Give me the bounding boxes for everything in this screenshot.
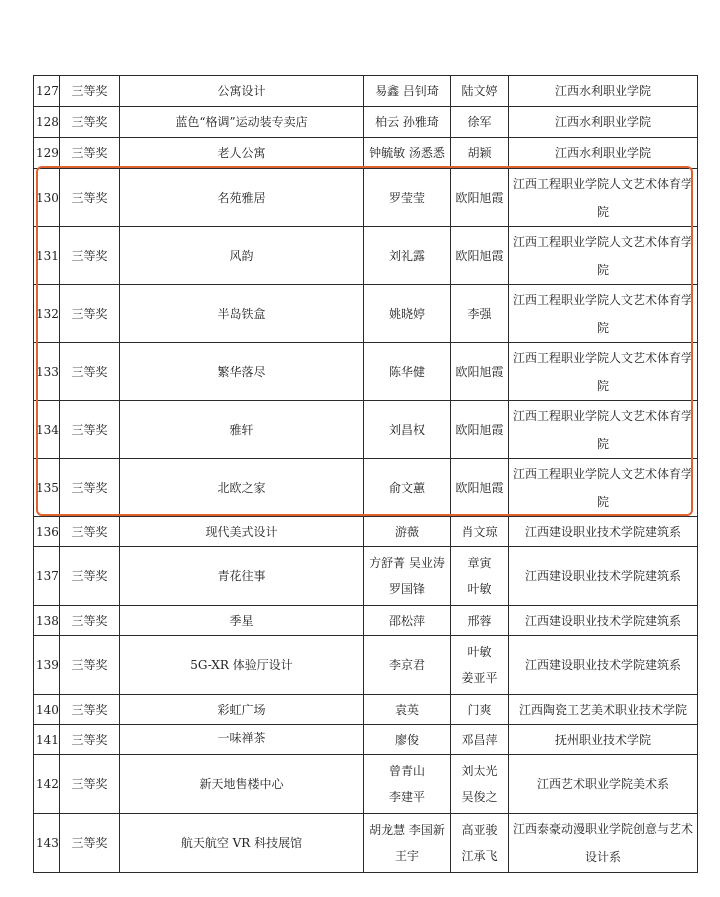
school-name: 江西陶瓷工艺美术职业技术学院 (509, 695, 698, 725)
authors (364, 343, 451, 401)
authors-line: 王宇 (394, 849, 419, 863)
instructors (451, 401, 509, 459)
instructors-line: 章寅 (467, 556, 492, 570)
instructors (451, 755, 509, 814)
instructors-line: 刘太光 (461, 764, 498, 778)
row-number: 143 (34, 814, 60, 873)
authors-line: 曾青山 (388, 764, 425, 778)
award-level: 三等奖 (60, 636, 120, 695)
authors-line: 俞文蕙 (388, 480, 425, 495)
row-number: 141 (34, 725, 60, 755)
instructors (451, 547, 509, 606)
work-title: 风韵 (120, 227, 364, 285)
instructors-line: 徐军 (467, 115, 492, 129)
authors-line: 廖俊 (394, 732, 419, 747)
row-number: 135 (34, 459, 60, 517)
table-row (34, 169, 698, 227)
authors-line: 易鑫 吕钊琦 (375, 84, 439, 98)
authors-line: 邵松萍 (388, 613, 425, 628)
authors-line: 柏云 孙雅琦 (375, 115, 439, 129)
award-level: 三等奖 (60, 285, 120, 343)
authors-line: 罗国锋 (388, 582, 425, 596)
table-row (34, 107, 698, 138)
authors-line: 刘礼露 (388, 248, 425, 263)
authors (364, 107, 451, 138)
work-title: 现代美式设计 (120, 517, 364, 547)
authors (364, 547, 451, 606)
instructors (451, 227, 509, 285)
row-number: 137 (34, 547, 60, 606)
authors-line: 陈华健 (388, 364, 425, 379)
instructors (451, 814, 509, 873)
award-level: 三等奖 (60, 169, 120, 227)
table-row (34, 285, 698, 343)
instructors-line: 叶敏 (467, 582, 492, 596)
instructors-line: 姜亚平 (461, 671, 498, 685)
table-row (34, 138, 698, 169)
instructors-line: 李强 (467, 306, 492, 321)
row-number: 129 (34, 138, 60, 169)
authors (364, 636, 451, 695)
award-level: 三等奖 (60, 606, 120, 636)
authors-line: 方舒菁 吴业涛 (369, 556, 445, 570)
school-name: 江西建设职业技术学院建筑系 (509, 606, 698, 636)
school-name: 江西工程职业学院人文艺术体育学院 (509, 343, 698, 401)
award-level: 三等奖 (60, 227, 120, 285)
instructors (451, 606, 509, 636)
work-title: 公寓设计 (120, 76, 364, 107)
authors-line: 游薇 (394, 524, 419, 539)
instructors-line: 欧阳旭霞 (455, 480, 504, 495)
row-number: 133 (34, 343, 60, 401)
row-number: 131 (34, 227, 60, 285)
work-title: 半岛铁盒 (120, 285, 364, 343)
table-row (34, 547, 698, 606)
authors-line: 胡龙慧 李国新 (369, 823, 445, 837)
work-title: 一味禅茶 (120, 725, 364, 755)
instructors (451, 285, 509, 343)
work-title: 繁华落尽 (120, 343, 364, 401)
authors (364, 76, 451, 107)
instructors (451, 459, 509, 517)
instructors-line: 邢蓉 (467, 613, 492, 628)
authors (364, 138, 451, 169)
instructors-line: 欧阳旭霞 (455, 364, 504, 379)
row-number: 128 (34, 107, 60, 138)
school-name: 江西水利职业学院 (509, 107, 698, 138)
row-number: 136 (34, 517, 60, 547)
school-name: 江西建设职业技术学院建筑系 (509, 517, 698, 547)
instructors-line: 门爽 (467, 702, 492, 717)
award-level: 三等奖 (60, 547, 120, 606)
table-row (34, 517, 698, 547)
table-row (34, 814, 698, 873)
award-level: 三等奖 (60, 459, 120, 517)
work-title: 青花往事 (120, 547, 364, 606)
instructors (451, 76, 509, 107)
table-row (34, 227, 698, 285)
work-title: 5G-XR 体验厅设计 (120, 636, 364, 695)
authors (364, 227, 451, 285)
award-level: 三等奖 (60, 725, 120, 755)
instructors (451, 695, 509, 725)
authors-line: 袁英 (394, 702, 419, 717)
instructors-line: 高亚骏 (461, 823, 498, 837)
table-row (34, 76, 698, 107)
row-number: 134 (34, 401, 60, 459)
table-row (34, 755, 698, 814)
table-row (34, 459, 698, 517)
table-row (34, 606, 698, 636)
instructors-line: 吴俊之 (461, 790, 498, 804)
school-name: 江西建设职业技术学院建筑系 (509, 636, 698, 695)
school-name: 江西泰豪动漫职业学院创意与艺术设计系 (509, 814, 698, 873)
work-title: 航天航空 VR 科技展馆 (120, 814, 364, 873)
award-level: 三等奖 (60, 695, 120, 725)
instructors (451, 636, 509, 695)
work-title: 蓝色“格调”运动装专卖店 (120, 107, 364, 138)
instructors (451, 107, 509, 138)
work-title: 彩虹广场 (120, 695, 364, 725)
row-number: 139 (34, 636, 60, 695)
instructors-line: 欧阳旭霞 (455, 422, 504, 437)
row-number: 132 (34, 285, 60, 343)
instructors-line: 肖文琼 (461, 524, 498, 539)
instructors (451, 517, 509, 547)
award-level: 三等奖 (60, 814, 120, 873)
authors (364, 285, 451, 343)
award-level: 三等奖 (60, 138, 120, 169)
authors-line: 李京君 (388, 658, 425, 672)
school-name: 江西艺术职业学院美术系 (509, 755, 698, 814)
school-name: 江西工程职业学院人文艺术体育学院 (509, 227, 698, 285)
work-title: 北欧之家 (120, 459, 364, 517)
award-level: 三等奖 (60, 755, 120, 814)
awards-table-body (34, 76, 698, 873)
instructors-line: 陆文婷 (461, 84, 498, 98)
award-level: 三等奖 (60, 107, 120, 138)
instructors-line: 江承飞 (461, 849, 498, 863)
authors-line: 姚晓婷 (388, 306, 425, 321)
table-row (34, 636, 698, 695)
authors-line: 刘昌权 (388, 422, 425, 437)
row-number: 130 (34, 169, 60, 227)
school-name: 江西工程职业学院人文艺术体育学院 (509, 169, 698, 227)
instructors (451, 138, 509, 169)
work-title: 新天地售楼中心 (120, 755, 364, 814)
school-name: 江西建设职业技术学院建筑系 (509, 547, 698, 606)
row-number: 142 (34, 755, 60, 814)
school-name: 江西水利职业学院 (509, 138, 698, 169)
school-name: 江西工程职业学院人文艺术体育学院 (509, 285, 698, 343)
table-row (34, 343, 698, 401)
school-name: 江西工程职业学院人文艺术体育学院 (509, 401, 698, 459)
school-name: 抚州职业技术学院 (509, 725, 698, 755)
instructors (451, 169, 509, 227)
table-row (34, 725, 698, 755)
row-number: 127 (34, 76, 60, 107)
award-level: 三等奖 (60, 401, 120, 459)
awards-table (33, 75, 698, 873)
instructors (451, 725, 509, 755)
authors (364, 401, 451, 459)
instructors-line: 欧阳旭霞 (455, 190, 504, 205)
instructors-line: 叶敏 (467, 645, 492, 659)
work-title: 老人公寓 (120, 138, 364, 169)
row-number: 138 (34, 606, 60, 636)
authors (364, 695, 451, 725)
school-name: 江西工程职业学院人文艺术体育学院 (509, 459, 698, 517)
instructors-line: 邓昌萍 (461, 732, 498, 747)
authors (364, 755, 451, 814)
instructors-line: 欧阳旭霞 (455, 248, 504, 263)
authors-line: 李建平 (388, 790, 425, 804)
award-level: 三等奖 (60, 343, 120, 401)
table-row (34, 401, 698, 459)
authors-line: 钟毓敏 汤悉悉 (369, 146, 445, 160)
school-name: 江西水利职业学院 (509, 76, 698, 107)
work-title: 名苑雅居 (120, 169, 364, 227)
authors (364, 169, 451, 227)
authors (364, 459, 451, 517)
award-level: 三等奖 (60, 76, 120, 107)
instructors-line: 胡颖 (467, 146, 492, 160)
award-level: 三等奖 (60, 517, 120, 547)
authors (364, 814, 451, 873)
authors (364, 606, 451, 636)
work-title: 雅轩 (120, 401, 364, 459)
row-number: 140 (34, 695, 60, 725)
authors (364, 517, 451, 547)
work-title: 季星 (120, 606, 364, 636)
authors (364, 725, 451, 755)
authors-line: 罗莹莹 (388, 190, 425, 205)
table-row (34, 695, 698, 725)
instructors (451, 343, 509, 401)
